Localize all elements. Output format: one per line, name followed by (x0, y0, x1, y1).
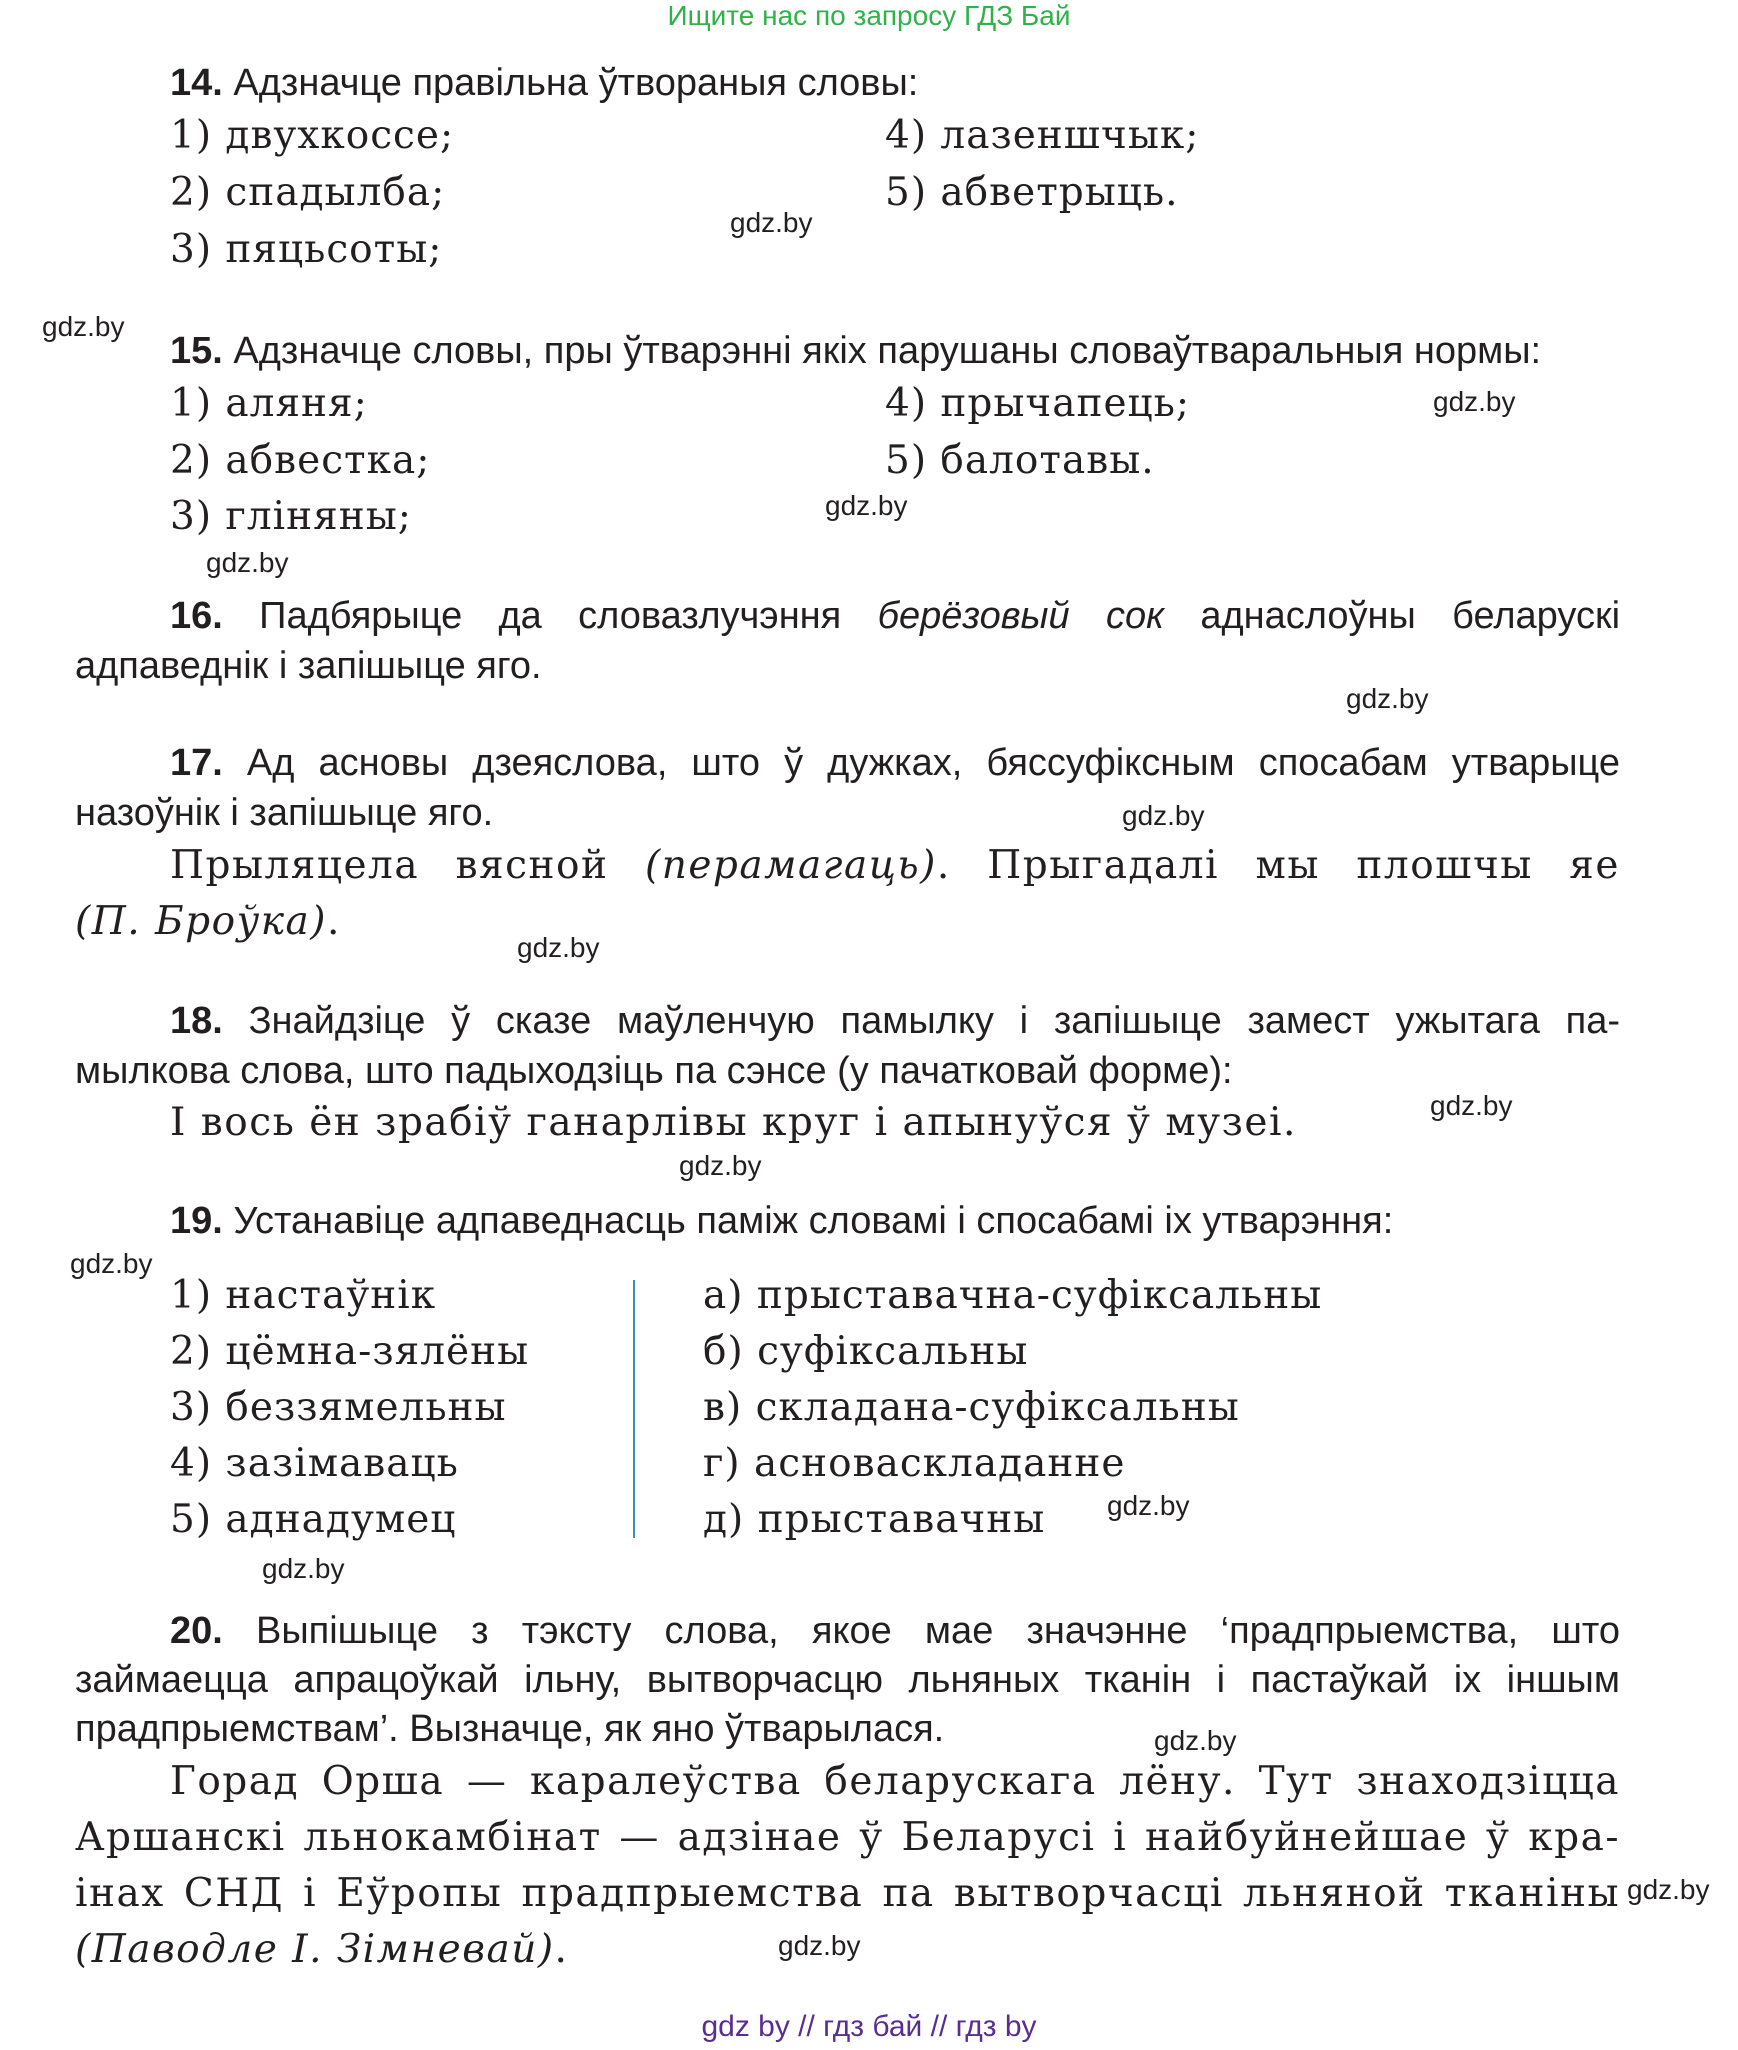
task-19-word-2: 2) цёмна-зялёны (170, 1329, 530, 1374)
watermark: gdz.by (1430, 1090, 1513, 1121)
task-19-text: Устанавіце адпаведнасць паміж словамі і спосабамі іх утварэння: (233, 1200, 1394, 1242)
task-19-word-3: 3) беззямельны (170, 1385, 507, 1430)
task-20-passage-line-3: інах СНД і Еўропы прадпрыемства па вытворчасці льняной тканіны (75, 1871, 1620, 1916)
task-20-line-2: займаецца апрацоўкай ільну, вытворчасцю льняных тканін і пастаўкай іх іншым (75, 1659, 1620, 1701)
task-14-text: Адзначце правільна ўтвораныя словы: (233, 62, 919, 104)
task-20-line-3: прадпрыемствам’. Вызначце, як яно ўтварылася. (75, 1708, 945, 1750)
watermark: gdz.by (1433, 386, 1516, 417)
watermark: gdz.by (1346, 683, 1429, 714)
task-18-line-2: мылкова слова, што падыходзіць па сэнсе (у пачатковай форме): (75, 1050, 1233, 1092)
task-20-passage-1: Горад Орша — каралеўства беларускага лёну. Тут знаходзіцца (170, 1759, 1620, 1804)
watermark: gdz.by (1154, 1725, 1237, 1756)
task-18-example: І вось ён зрабіў ганарлівы круг і апынуўся ў музеі. (170, 1100, 1297, 1145)
task-20-line-1 (75, 1606, 1620, 1656)
task-17-example-a: Прыляцела вясной (170, 843, 609, 888)
task-17-author: (П. Броўка) (75, 899, 328, 944)
watermark: gdz.by (1107, 1490, 1190, 1521)
task-14-option-4: 4) лазеншчык; (885, 113, 1200, 158)
watermark: gdz.by (1122, 800, 1205, 831)
watermark: gdz.by (42, 311, 125, 342)
watermark: gdz.by (206, 547, 289, 578)
task-19-word-1: 1) настаўнік (170, 1273, 437, 1318)
task-16-number: 16. (170, 595, 223, 637)
task-17-text: Ад асновы дзеяслова, што ў дужках, бяссуфіксным спосабам утварыце (246, 742, 1621, 784)
watermark: gdz.by (679, 1150, 762, 1181)
task-17-number: 17. (170, 742, 223, 784)
task-16-line-1 (75, 591, 1620, 641)
task-15-option-4: 4) прычапець; (885, 381, 1190, 426)
task-17-line-1 (75, 738, 1620, 788)
watermark: gdz.by (1627, 1874, 1710, 1905)
task-17-example-line-1 (75, 843, 1620, 888)
task-20-passage-line-4 (75, 1927, 568, 1972)
task-14-option-2: 2) спадылба; (170, 170, 446, 215)
task-20-source: (Паводле І. Зімневай) (75, 1927, 555, 1972)
task-19-method-d: г) асноваскладанне (703, 1441, 1126, 1486)
task-17-line-2: назоўнік і запішыце яго. (75, 792, 494, 834)
task-14-option-3: 3) пяцьсоты; (170, 227, 443, 272)
task-15-option-5: 5) балотавы. (885, 438, 1155, 483)
footer-links: gdz by // гдз бай // гдз by (701, 2010, 1037, 2043)
watermark: gdz.by (262, 1553, 345, 1584)
column-divider (633, 1280, 635, 1538)
watermark: gdz.by (70, 1248, 153, 1279)
task-19-word-4: 4) зазімаваць (170, 1441, 459, 1486)
task-18-text: Знайдзіце ў сказе маўленчую памылку і запішыце замест ужытага па- (248, 1000, 1620, 1042)
watermark: gdz.by (517, 932, 600, 963)
task-14-option-5: 5) абветрыць. (885, 170, 1179, 215)
task-18-line-1 (75, 996, 1620, 1046)
task-15-option-3: 3) гліняны; (170, 494, 412, 539)
task-15-prompt (170, 326, 1541, 376)
task-19-method-e: д) прыставачны (703, 1497, 1046, 1542)
task-19-method-c: в) складана-суфіксальны (703, 1385, 1240, 1430)
task-20-source-end: . (554, 1927, 569, 1972)
task-14-prompt (170, 58, 918, 108)
task-19-word-5: 5) аднадумец (170, 1497, 457, 1542)
task-18-number: 18. (170, 1000, 223, 1042)
task-17-example-b: . Прыгадалі мы плошчы яе (936, 843, 1620, 888)
task-15-option-1: 1) аляня; (170, 381, 368, 426)
task-14-number: 14. (170, 62, 223, 104)
task-17-author-end: . (327, 899, 341, 944)
task-16-text-a: Падбярыце да словазлучэння (259, 595, 842, 637)
task-20-passage-line-1 (75, 1759, 1620, 1804)
task-15-number: 15. (170, 330, 223, 372)
task-16-line-2: адпаведнік і запішыце яго. (75, 645, 542, 687)
task-15-text: Адзначце словы, пры ўтварэнні якіх парушаны словаўтваральныя нормы: (233, 330, 1542, 372)
task-19-prompt (170, 1196, 1393, 1246)
task-15-option-2: 2) абвестка; (170, 438, 431, 483)
task-17-example-line-2 (75, 899, 341, 944)
task-19-method-b: б) суфіксальны (703, 1329, 1029, 1374)
task-16-text-b: аднаслоўны беларускі (1200, 595, 1621, 637)
watermark: gdz.by (825, 490, 908, 521)
watermark: gdz.by (778, 1930, 861, 1961)
task-20-text: Выпішыце з тэксту слова, якое мае значэнне ‘прадпрыемства, што (256, 1610, 1620, 1652)
task-19-number: 19. (170, 1200, 223, 1242)
task-14-option-1: 1) двухкоссе; (170, 113, 455, 158)
search-banner: Ищите нас по запросу ГДЗ Бай (667, 0, 1071, 31)
watermark: gdz.by (730, 207, 813, 238)
task-19-method-a: а) прыставачна-суфіксальны (703, 1273, 1323, 1318)
task-16-phrase: берёзовый сок (877, 595, 1165, 637)
task-17-example-paren: (перамагаць) (645, 843, 937, 888)
task-20-number: 20. (170, 1610, 223, 1652)
task-20-passage-line-2: Аршанскі льнокамбінат — адзінае ў Беларусі і найбуйнейшае ў кра- (75, 1815, 1620, 1860)
